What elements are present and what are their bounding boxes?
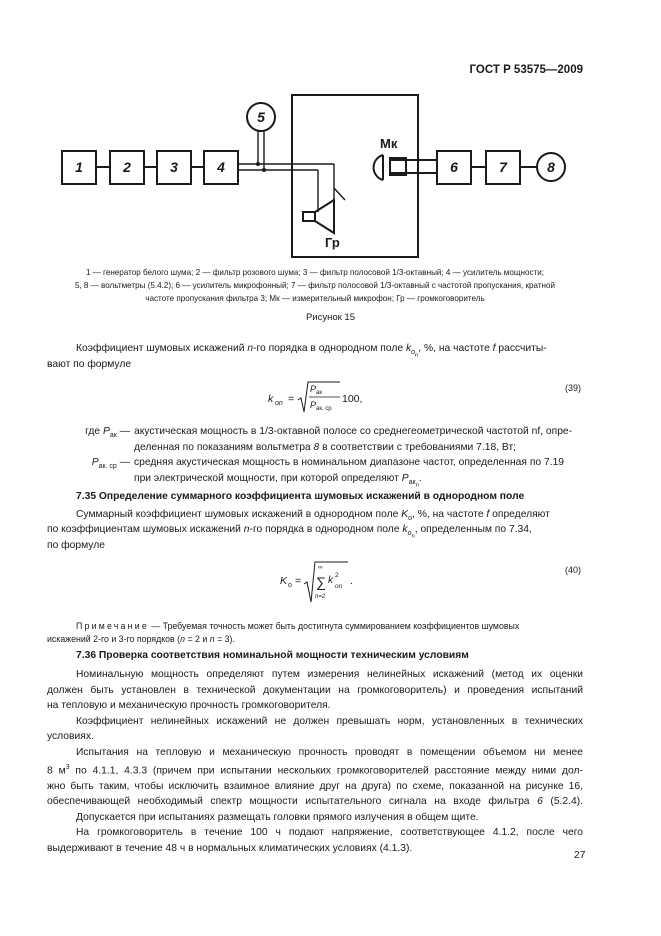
def-2-text: средняя акустическая мощность в номинальном диапазоне частот, определенная по 7.19 при электрической мощности, при которой определяют $P_{ак_n}$.	[134, 457, 565, 488]
standard-header: ГОСТ Р 53575—2009	[469, 64, 583, 76]
caption-line-1: 1 — генератор белого шума; 2 — фильтр розового шума; 3 — фильтр полосовой 1/3-октавный; 4 — усилитель мощности;	[85, 268, 545, 277]
note: Примечание — Требуемая точность может быть достигнута суммированием коэффициентов шумовых	[76, 621, 520, 631]
caption-line-3: частоте пропускания фильтра 3; Мк — измерительный микрофон; Гр — громкоговоритель	[145, 294, 485, 303]
svg-text:k: k	[268, 393, 274, 405]
figure-caption	[47, 266, 583, 305]
section-7-35-text: Суммарный коэффициент шумовых искажений в однородном поле $K_o$, %, на частоте f определяют	[76, 509, 550, 523]
section-7-36-body: Номинальную мощность определяют путем измерения нелинейных искажений (метод их оценки должен быть установлен в технической документации на громкоговоритель) и проведения испытаний на тепловую и механическую прочность громкоговорителя. Коэффициент нелинейных искажений не должен превышать норм, установленных в технических условиях. Испытания на тепловую и механическую прочность проводят в помещении объемом ни менее 8 $м^3$ по 4.1.1, 4.3.3 (причем при испытании нескольких громкоговорителей расстояние между ними дол- жно быть таким, чтобы исключить взаимное влияние друг на друга) по схеме, показанной на рисунке 16, обеспечивающей необходимый спектр мощности испытательного сигнала на входе фильтра 6 (5.2.4). Допускается при испытаниях размещать головки прямого излучения в общем щите. На громкоговоритель в течение 100 ч подают напряжение, соответствующее 4.1.2, после чего выдерживают в течение 48 ч в нормальных климатических условиях (4.1.3).	[47, 669, 584, 854]
page-number: 27	[574, 850, 586, 861]
def-1-text: акустическая мощность в 1/3-октавной полосе со среднегеометрической частотой nf, опре- деленная по показаниям вольтметра 8 в соответствии с требованиями 7.18, Вт;	[134, 426, 573, 453]
svg-text:∑: ∑	[316, 574, 326, 590]
paragraph-intro: Коэффициент шумовых искажений n-го порядка в однородном поле $k_{o_n}$, %, на частоте f рассчиты-	[76, 343, 547, 359]
block-6-label: 6	[450, 159, 458, 175]
def-1-symbol: где $P_{ак}$ —	[85, 426, 130, 440]
note-2: искажений 2-го и 3-го порядков (n = 2 и n = 3).	[47, 634, 235, 644]
block-8-label: 8	[547, 159, 555, 175]
speaker-label: Гр	[325, 235, 340, 250]
section-7-35-text-2: по коэффициентам шумовых искажений n-го порядка в однородном поле $k_{o_n}$, определенным по 7.34,	[47, 524, 532, 540]
svg-text:2: 2	[335, 572, 339, 579]
section-7-35-heading: 7.35 Определение суммарного коэффициента шумовых искажений в однородном поле	[76, 491, 525, 502]
equation-number-39: (39)	[565, 383, 582, 393]
formula-40	[280, 560, 380, 607]
mic-label: Мк	[380, 136, 398, 151]
svg-text:k: k	[328, 575, 333, 586]
section-7-36-heading: 7.36 Проверка соответствия номинальной мощности техническим условиям	[76, 650, 469, 661]
block-diagram	[0, 0, 661, 260]
svg-text:100,: 100,	[342, 393, 363, 405]
svg-text:on: on	[275, 400, 283, 407]
def-2-symbol: $P_{ак. ср}$ —	[91, 457, 130, 471]
paragraph-intro-2: вают по формуле	[47, 359, 132, 370]
svg-text:ак: ак	[316, 390, 322, 396]
note-label: Примечание	[76, 621, 149, 631]
svg-text:P: P	[310, 400, 317, 410]
block-7-label: 7	[499, 159, 507, 175]
block-3-label: 3	[170, 159, 178, 175]
svg-text:n=2: n=2	[315, 594, 326, 600]
svg-text:o: o	[288, 582, 292, 589]
block-1-label: 1	[75, 159, 83, 175]
caption-line-2: 5, 8 — вольтметры (5.4.2); 6 — усилитель микрофонный; 7 — фильтр полосовой 1/3-октавный с частотой пропускания, кратной	[74, 281, 556, 290]
svg-text:=: =	[295, 575, 302, 587]
section-7-35-text-3: по формуле	[47, 540, 105, 551]
svg-text:P: P	[310, 384, 317, 394]
svg-text:on: on	[335, 583, 343, 590]
svg-text:ак. ср: ак. ср	[316, 406, 332, 412]
definitions	[47, 424, 583, 493]
svg-text:.: .	[350, 575, 353, 587]
block-5-label: 5	[257, 109, 265, 125]
svg-text:=: =	[288, 393, 295, 405]
svg-text:K: K	[280, 575, 288, 587]
formula-39	[268, 380, 408, 419]
equation-number-40: (40)	[565, 565, 582, 575]
figure-title: Рисунок 15	[305, 312, 356, 323]
svg-text:∞: ∞	[318, 564, 323, 571]
block-4-label: 4	[217, 159, 225, 175]
block-2-label: 2	[123, 159, 131, 175]
